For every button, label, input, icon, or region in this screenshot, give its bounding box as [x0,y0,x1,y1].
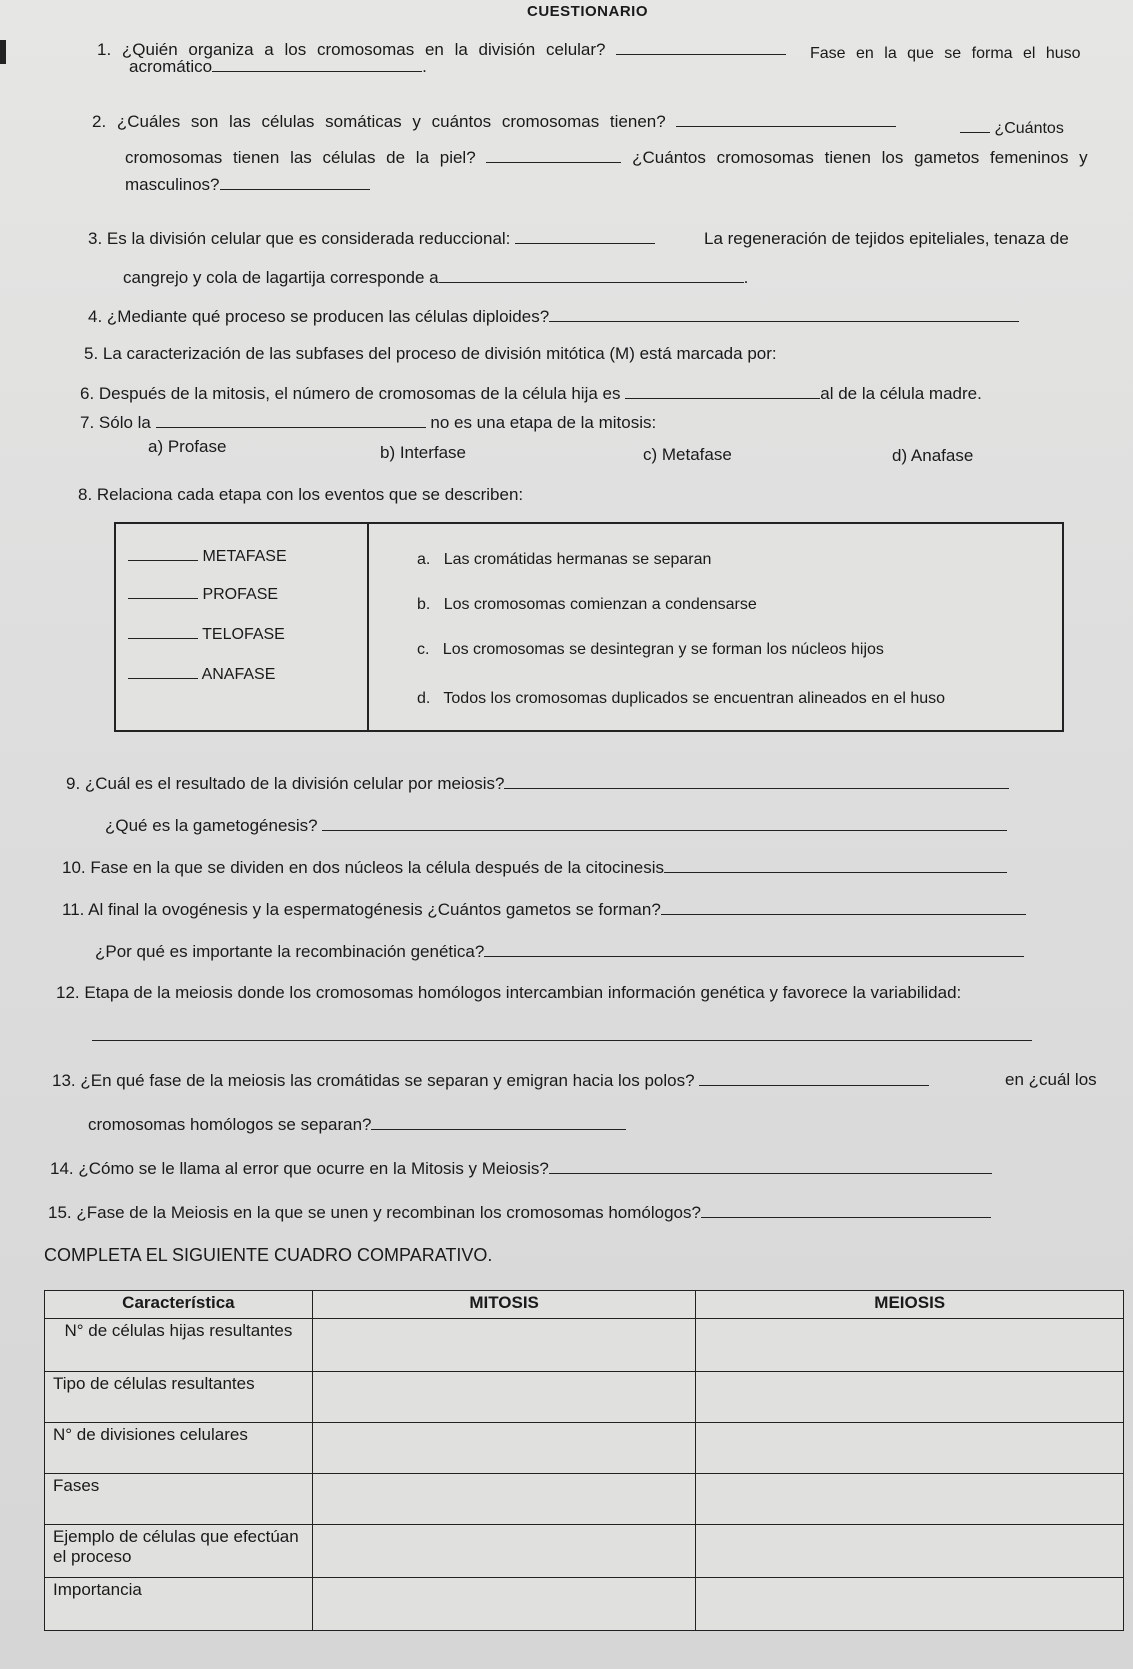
cell-meiosis[interactable] [696,1577,1124,1630]
q4-text: 4. ¿Mediante qué proceso se producen las células diploides? [88,307,550,326]
question-6 [80,382,982,404]
cell-meiosis[interactable] [696,1422,1124,1473]
question-4 [88,305,1019,327]
q2-blank-3[interactable] [486,146,621,163]
question-8: 8. Relaciona cada etapa con los eventos que se describen: [78,485,524,504]
cell-meiosis[interactable] [696,1318,1124,1371]
comparison-table [44,1290,1124,1631]
table-header-row [45,1291,1124,1319]
q14-blank[interactable] [549,1157,992,1174]
q1-blank[interactable] [616,38,786,55]
stage-label: TELOFASE [202,626,285,643]
q2-line1-end [960,116,1064,139]
q11b-blank[interactable] [484,940,1024,957]
event-letter: d. [417,690,431,707]
q3-blank-2[interactable] [439,266,744,283]
q12-blank[interactable] [92,1040,1032,1041]
cell-mitosis[interactable] [312,1422,696,1473]
event-b [417,595,757,615]
q2-blank-4[interactable] [220,173,370,190]
table-row [45,1422,1124,1473]
stage-telofase [128,622,285,645]
page-title: CUESTIONARIO [527,3,649,20]
q6-text-end: al de la célula madre. [820,384,982,403]
cell-mitosis[interactable] [312,1524,696,1577]
header-caracteristica: Característica [45,1291,313,1319]
q3-followup: La regeneración de tejidos epiteliales, tenaza de [704,229,1069,248]
table-row [45,1524,1124,1577]
q9b-blank[interactable] [322,814,1007,831]
table-row [45,1473,1124,1524]
q11-blank[interactable] [661,898,1026,915]
question-12: 12. Etapa de la meiosis donde los cromosomas homólogos intercambian información genética y favorece la variabilidad: [56,983,962,1002]
question-14 [50,1157,992,1179]
q9-blank[interactable] [504,772,1009,789]
q11-text: 11. Al final la ovogénesis y la espermatogénesis ¿Cuántos gametos se forman? [62,900,661,919]
q15-blank[interactable] [701,1201,991,1218]
row-label: N° de divisiones celulares [45,1422,313,1473]
event-text: Los cromosomas comienzan a condensarse [443,596,757,613]
q7-option-d[interactable]: d) Anafase [892,446,974,465]
stage-blank[interactable] [128,582,198,599]
q14-text: 14. ¿Cómo se le llama al error que ocurre en la Mitosis y Meiosis? [50,1159,549,1178]
question-11b [95,940,1024,962]
q13-followup: en ¿cuál los [1005,1070,1097,1089]
q9-text: 9. ¿Cuál es el resultado de la división celular por meiosis? [66,774,505,793]
q1-text: 1. ¿Quién organiza a los cromosomas en la división celular? [97,40,606,59]
q2-line2-text: cromosomas tienen las células de la piel? [125,148,476,167]
q6-text: 6. Después de la mitosis, el número de cromosomas de la célula hija es [80,384,621,403]
q7-text: 7. Sólo la [80,413,151,432]
row-label: Ejemplo de células que efectúan el proceso [45,1524,313,1577]
stage-label: ANAFASE [201,666,276,683]
question-7 [80,411,656,433]
question-9 [66,772,1009,794]
q1-line2-text: acromático [129,57,213,76]
event-text: Los cromosomas se desintegran y se forman los núcleos hijos [442,641,884,658]
q2-line3 [125,173,370,195]
event-text: Todos los cromosomas duplicados se encuentran alineados en el huso [443,690,946,707]
question-15 [48,1201,991,1223]
table-row [45,1371,1124,1422]
question-3 [88,227,655,249]
row-label: N° de células hijas resultantes [45,1318,313,1371]
cell-mitosis[interactable] [312,1371,696,1422]
event-letter: a. [417,551,431,568]
question-13b [88,1113,626,1135]
event-letter: c. [417,641,430,658]
q1-line2 [129,55,427,77]
question-9b [105,814,1007,836]
table-row [45,1318,1124,1371]
q2-line2 [125,146,1088,168]
q1-blank-2[interactable] [212,55,422,72]
stage-blank[interactable] [128,662,198,679]
question-13 [52,1069,929,1091]
matching-box [114,522,1064,732]
event-d [417,689,945,709]
q2-masculinos: masculinos? [125,175,220,194]
q2-gametos: ¿Cuántos cromosomas tienen los gametos femeninos y [632,148,1088,167]
q10-text: 10. Fase en la que se dividen en dos núcleos la célula después de la citocinesis [62,858,664,877]
question-11 [62,898,1026,920]
q3-blank[interactable] [515,227,655,244]
q13b-text: cromosomas homólogos se separan? [88,1115,372,1134]
row-label: Importancia [45,1577,313,1630]
stage-label: METAFASE [202,548,287,565]
q13-blank[interactable] [699,1069,929,1086]
table-title: COMPLETA EL SIGUIENTE CUADRO COMPARATIVO. [44,1245,493,1265]
q7-option-c[interactable]: c) Metafase [643,445,732,464]
cell-mitosis[interactable] [312,1318,696,1371]
q2-text: 2. ¿Cuáles son las células somáticas y cuántos cromosomas tienen? [92,112,666,131]
header-mitosis: MITOSIS [312,1291,696,1319]
stage-anafase [128,662,275,685]
q1-period: . [422,57,427,76]
table-row [45,1577,1124,1630]
stage-label: PROFASE [202,586,279,603]
q2-blank[interactable] [676,110,896,127]
q7-blank[interactable] [156,411,426,428]
q11b-text: ¿Por qué es importante la recombinación genética? [95,942,485,961]
q13-text: 13. ¿En qué fase de la meiosis las cromátidas se separan y emigran hacia los polos? [52,1071,695,1090]
q2-cuantos: ¿Cuántos [994,120,1064,137]
cell-meiosis[interactable] [696,1524,1124,1577]
q9b-text: ¿Qué es la gametogénesis? [105,816,318,835]
event-c [417,640,884,660]
cell-meiosis[interactable] [696,1473,1124,1524]
q1-followup: Fase en la que se forma el huso [810,45,1081,62]
matching-divider [367,524,369,730]
cell-meiosis[interactable] [696,1371,1124,1422]
q4-blank[interactable] [549,305,1019,322]
q3-text: 3. Es la división celular que es considerada reduccional: [88,229,511,248]
q6-blank[interactable] [625,382,820,399]
q3-line2-text: cangrejo y cola de lagartija corresponde a [123,268,439,287]
q7-option-a[interactable]: a) Profase [148,437,227,456]
row-label: Tipo de células resultantes [45,1371,313,1422]
q13b-blank[interactable] [371,1113,626,1130]
stage-profase [128,582,278,605]
edge-mark [0,40,6,64]
event-letter: b. [417,596,431,613]
q2-blank-2[interactable] [960,116,990,133]
event-a [417,550,711,570]
q10-blank[interactable] [664,856,1007,873]
stage-blank[interactable] [128,622,198,639]
header-meiosis: MEIOSIS [696,1291,1124,1319]
question-10 [62,856,1007,878]
q15-text: 15. ¿Fase de la Meiosis en la que se unen y recombinan los cromosomas homólogos? [48,1203,701,1222]
q3-period: . [743,268,749,287]
event-text: Las cromátidas hermanas se separan [443,551,712,568]
cell-mitosis[interactable] [312,1577,696,1630]
question-2 [92,110,896,132]
q7-text-end: no es una etapa de la mitosis: [430,413,657,432]
q7-option-b[interactable]: b) Interfase [380,443,466,462]
question-5: 5. La caracterización de las subfases del proceso de división mitótica (M) está marcada por: [84,344,777,363]
stage-blank[interactable] [128,544,198,561]
row-label: Fases [45,1473,313,1524]
cell-mitosis[interactable] [312,1473,696,1524]
q3-line2 [123,266,748,288]
stage-metafase [128,544,287,567]
